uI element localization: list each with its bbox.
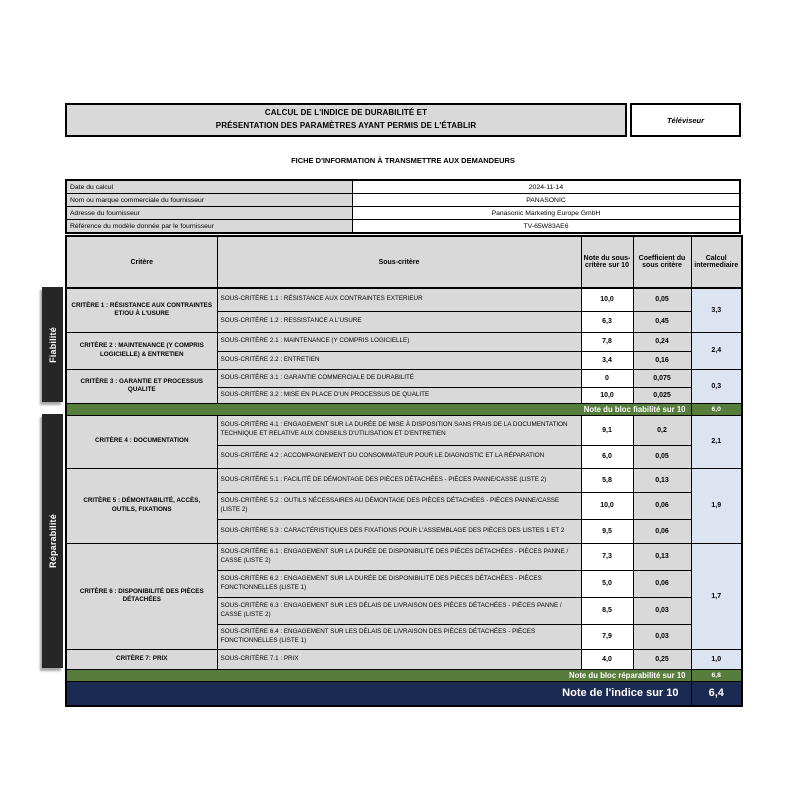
subcriterion-label: SOUS-CRITÈRE 6.3 : ENGAGEMENT SUR LES DÉLAIS DE LIVRAISON DES PIÈCES DÉTACHÉES - PIÈCES PANNE / CASSE (LISTE 2) — [217, 597, 581, 624]
document-title-line2: PRÉSENTATION DES PARAMÈTRES AYANT PERMIS DE L'ÉTABLIR — [215, 121, 477, 130]
index-total-row — [66, 681, 742, 706]
subcriterion-label: SOUS-CRITÈRE 5.1 : FACILITÉ DE DÉMONTAGE DES PIÈCES DÉTACHÉES - PIÈCES PANNE/CASSE (LISTE 2) — [217, 468, 581, 492]
col-header-note: Note du sous-critère sur 10 — [581, 236, 633, 288]
col-header-coefficient: Coefficient du sous critère — [633, 236, 691, 288]
criterion-label: CRITÈRE 6 : DISPONIBILITÉ DES PIÈCES DÉTACHÉES — [66, 543, 217, 649]
info-label: Nom ou marque commerciale du fournisseur — [66, 194, 353, 207]
subcriterion-score: 10,0 — [581, 387, 633, 403]
subcriterion-label: SOUS-CRITÈRE 5.2 : OUTILS NÉCESSAIRES AU DÉMONTAGE DES PIÈCES DÉTACHÉES - PIÈCES PANNE/CASSE (LISTE 2) — [217, 492, 581, 519]
subcriterion-label: SOUS-CRITÈRE 2.2 : ENTRETIEN — [217, 351, 581, 369]
product-type-label: Téléviseur — [666, 115, 705, 125]
criterion-label: CRITÈRE 1 : RÉSISTANCE AUX CONTRAINTES ET/OU À L'USURE — [66, 288, 217, 332]
table-row — [66, 415, 742, 445]
info-row-address — [66, 207, 740, 220]
intermediate-calc: 3,3 — [691, 288, 742, 332]
subcriterion-label: SOUS-CRITÈRE 4.2 : ACCOMPAGNEMENT DU CONSOMMATEUR POUR LE DIAGNOSTIC ET LA RÉPARATION — [217, 445, 581, 468]
subcriterion-label: SOUS-CRITÈRE 6.2 : ENGAGEMENT SUR LA DURÉE DE DISPONIBILITÉ DES PIÈCES DÉTACHÉES - PIÈCES FONCTIONNELLES (LISTE 1) — [217, 570, 581, 597]
supplier-info-table — [65, 179, 741, 234]
subcriterion-score: 5,0 — [581, 570, 633, 597]
subcriterion-coefficient: 0,2 — [633, 415, 691, 445]
subcriterion-label: SOUS-CRITÈRE 4.1 : ENGAGEMENT SUR LA DURÉE DE MISE À DISPOSITION SANS FRAIS DE LA DOCUMENTATION TECHNIQUE ET RELATIVE AUX CONSEILS D'UTILISATION ET D'ENTRETIEN — [217, 415, 581, 445]
subcriterion-score: 10,0 — [581, 492, 633, 519]
subcriterion-score: 10,0 — [581, 288, 633, 311]
block-total-value: 6,8 — [691, 669, 742, 681]
block-total-row-fiabilite — [66, 403, 742, 415]
subcriterion-score: 3,4 — [581, 351, 633, 369]
table-row — [66, 649, 742, 669]
subcriterion-score: 0 — [581, 369, 633, 387]
subcriterion-coefficient: 0,06 — [633, 519, 691, 543]
subcriterion-coefficient: 0,13 — [633, 468, 691, 492]
intermediate-calc: 1,9 — [691, 468, 742, 543]
subcriterion-coefficient: 0,075 — [633, 369, 691, 387]
subcriterion-label: SOUS-CRITÈRE 5.3 : CARACTÉRISTIQUES DES FIXATIONS POUR L'ASSEMBLAGE DES PIÈCES DES LISTES 1 ET 2 — [217, 519, 581, 543]
criteria-table — [65, 235, 741, 707]
info-value: Panasonic Marketing Europe GmbH — [353, 207, 741, 220]
index-total-label: Note de l'indice sur 10 — [66, 681, 691, 706]
block-total-label: Note du bloc fiabilité sur 10 — [66, 403, 691, 415]
criterion-label: CRITÈRE 5 : DÉMONTABILITÉ, ACCÈS, OUTILS, FIXATIONS — [66, 468, 217, 543]
criterion-label: CRITÈRE 2 : MAINTENANCE (Y COMPRIS LOGICIELLE) & ENTRETIEN — [66, 332, 217, 369]
block-bar-fiabilite-label: Fiabilité — [47, 326, 58, 363]
info-row-model — [66, 220, 740, 234]
subcriterion-score: 9,5 — [581, 519, 633, 543]
document-title-line1: CALCUL DE L'INDICE DE DURABILITÉ ET — [264, 108, 428, 118]
criteria-table-header — [66, 236, 742, 288]
subcriterion-score: 6,0 — [581, 445, 633, 468]
intermediate-calc: 2,4 — [691, 332, 742, 369]
subcriterion-score: 6,3 — [581, 311, 633, 332]
document-subtitle: FICHE D'INFORMATION À TRANSMETTRE AUX DEMANDEURS — [291, 156, 515, 165]
subcriterion-score: 8,5 — [581, 597, 633, 624]
subcriterion-label: SOUS-CRITÈRE 7.1 : PRIX — [217, 649, 581, 669]
info-value: 2024-11-14 — [353, 180, 741, 194]
block-bar-reparabilite — [42, 414, 63, 668]
subcriterion-coefficient: 0,06 — [633, 492, 691, 519]
intermediate-calc: 0,3 — [691, 369, 742, 403]
subcriterion-coefficient: 0,03 — [633, 597, 691, 624]
col-header-sous-critere: Sous-critère — [217, 236, 581, 288]
info-row-date — [66, 180, 740, 194]
intermediate-calc: 2,1 — [691, 415, 742, 468]
block-total-label: Note du bloc réparabilité sur 10 — [66, 669, 691, 681]
subcriterion-label: SOUS-CRITÈRE 3.1 : GARANTIE COMMERCIALE DE DURABILITÉ — [217, 369, 581, 387]
criterion-label: CRITÈRE 4 : DOCUMENTATION — [66, 415, 217, 468]
block-bar-reparabilite-label: Réparabilité — [47, 514, 58, 568]
subcriterion-score: 4,0 — [581, 649, 633, 669]
subcriterion-score: 5,8 — [581, 468, 633, 492]
subcriterion-coefficient: 0,25 — [633, 649, 691, 669]
subcriterion-label: SOUS-CRITÈRE 2.1 : MAINTENANCE (Y COMPRIS LOGICIELLE) — [217, 332, 581, 351]
table-row — [66, 288, 742, 311]
subcriterion-score: 7,8 — [581, 332, 633, 351]
subcriterion-label: SOUS-CRITÈRE 6.1 : ENGAGEMENT SUR LA DURÉE DE DISPONIBILITÉ DES PIÈCES DÉTACHÉES - PIÈCES PANNE / CASSE (LISTE 2) — [217, 543, 581, 570]
product-type-box — [630, 103, 741, 137]
subcriterion-coefficient: 0,05 — [633, 445, 691, 468]
subcriterion-label: SOUS-CRITÈRE 3.2 : MISE EN PLACE D'UN PROCESSUS DE QUALITE — [217, 387, 581, 403]
subcriterion-label: SOUS-CRITÈRE 6.4 : ENGAGEMENT SUR LES DÉLAIS DE LIVRAISON DES PIÈCES DÉTACHÉES - PIÈCES FONCTIONNELLES (LISTE 1) — [217, 624, 581, 649]
info-row-brand — [66, 194, 740, 207]
document-title-box — [65, 103, 627, 137]
subcriterion-score: 9,1 — [581, 415, 633, 445]
table-row — [66, 369, 742, 387]
info-label: Référence du modèle donnée par le fournisseur — [66, 220, 353, 234]
block-total-row-reparabilite — [66, 669, 742, 681]
subcriterion-coefficient: 0,13 — [633, 543, 691, 570]
subcriterion-coefficient: 0,025 — [633, 387, 691, 403]
subcriterion-coefficient: 0,16 — [633, 351, 691, 369]
info-label: Adresse du fournisseur — [66, 207, 353, 220]
block-bar-fiabilite — [42, 287, 63, 402]
table-row — [66, 468, 742, 492]
criterion-label: CRITÈRE 3 : GARANTIE ET PROCESSUS QUALITE — [66, 369, 217, 403]
table-row — [66, 543, 742, 570]
col-header-calcul: Calcul intermediaire — [691, 236, 742, 288]
intermediate-calc: 1,0 — [691, 649, 742, 669]
subcriterion-coefficient: 0,03 — [633, 624, 691, 649]
subcriterion-coefficient: 0,45 — [633, 311, 691, 332]
info-label: Date du calcul — [66, 180, 353, 194]
subcriterion-score: 7,3 — [581, 543, 633, 570]
index-total-value: 6,4 — [691, 681, 742, 706]
info-value: TV-65W83AE6 — [353, 220, 741, 234]
subcriterion-coefficient: 0,24 — [633, 332, 691, 351]
subcriterion-label: SOUS-CRITÈRE 1.1 : RÉSISTANCE AUX CONTRAINTES EXTERIEUR — [217, 288, 581, 311]
info-value: PANASONIC — [353, 194, 741, 207]
intermediate-calc: 1,7 — [691, 543, 742, 649]
col-header-critere: Critère — [66, 236, 217, 288]
subcriterion-label: SOUS-CRITÈRE 1.2 : RESSISTANCE A L'USURE — [217, 311, 581, 332]
criterion-label: CRITÈRE 7: PRIX — [66, 649, 217, 669]
subcriterion-coefficient: 0,06 — [633, 570, 691, 597]
subcriterion-coefficient: 0,05 — [633, 288, 691, 311]
table-row — [66, 332, 742, 351]
subcriterion-score: 7,9 — [581, 624, 633, 649]
block-total-value: 6,0 — [691, 403, 742, 415]
